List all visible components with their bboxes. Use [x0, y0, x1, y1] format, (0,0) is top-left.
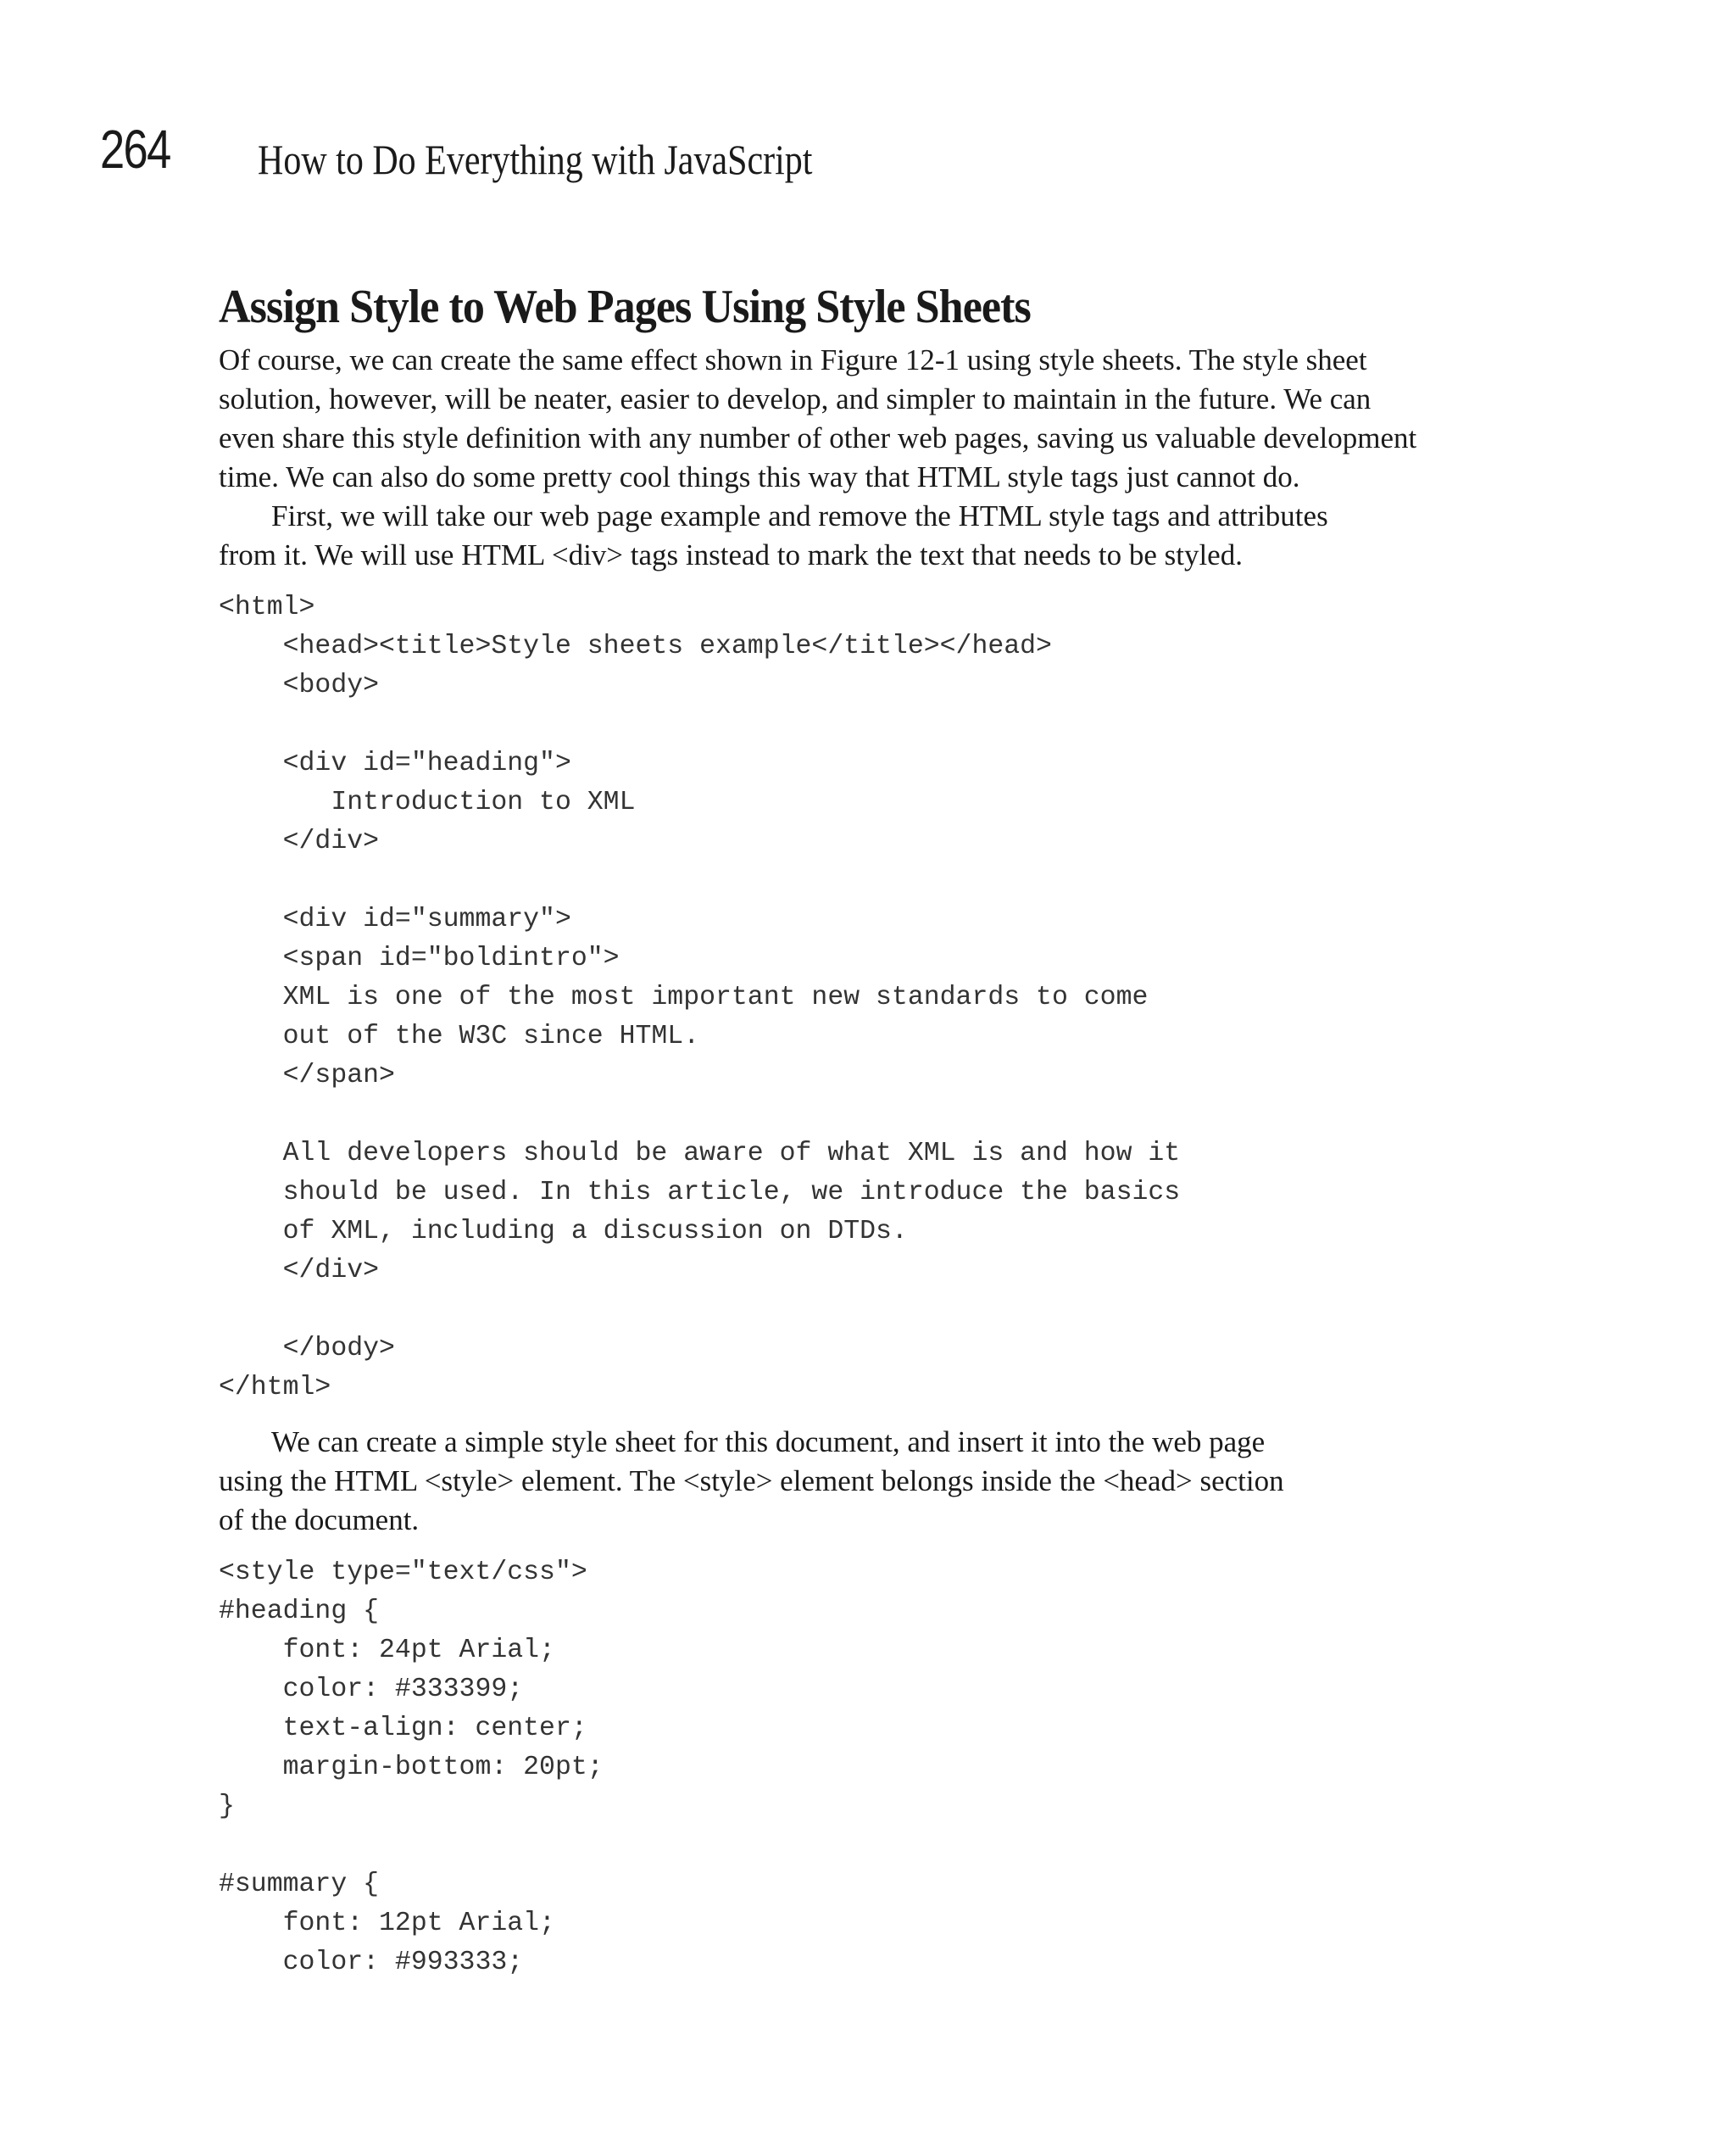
paragraph: First, we will take our web page example and remove the HTML style tags and attributes from it. We will use HTML <div> tags instead to mark the text that needs to be styled. [219, 499, 1328, 571]
page-content [219, 278, 1541, 1998]
running-title: How to Do Everything with JavaScript [258, 136, 813, 183]
paragraph: Of course, we can create the same effect shown in Figure 12-1 using style sheets. The style sheet solution, however, will be neater, easier to develop, and simpler to maintain in the future. We can even share this style definition with any number of other web pages, saving us valuable development time. We can also do some pretty cool things this way that HTML style tags just cannot do. [219, 343, 1417, 493]
section-heading: Assign Style to Web Pages Using Style Sheets [219, 281, 1031, 333]
code-listing-css: <style type="text/css"> #heading { font: 24pt Arial; color: #333399; text-align: center; margin-bottom: 20pt; } #summary { font: 12pt Arial; color: #993333; [219, 1558, 604, 1977]
paragraph: We can create a simple style sheet for this document, and insert it into the web page using the HTML <style> element. The <style> element belongs inside the <head> section of the document. [219, 1425, 1284, 1536]
code-listing-html: <html> <head><title>Style sheets example</title></head> <body> <div id="heading"> Introduction to XML </div> <div id="summary"> <span id="boldintro"> XML is one of the most important new standards to come out of the W3C since HTML. </span> All developers should be aware of what XML is and how it should be used. In this article, we introduce the basics of XML, including a discussion on DTDs. </div> </body> </html> [219, 593, 1181, 1402]
page-number: 264 [100, 119, 170, 180]
